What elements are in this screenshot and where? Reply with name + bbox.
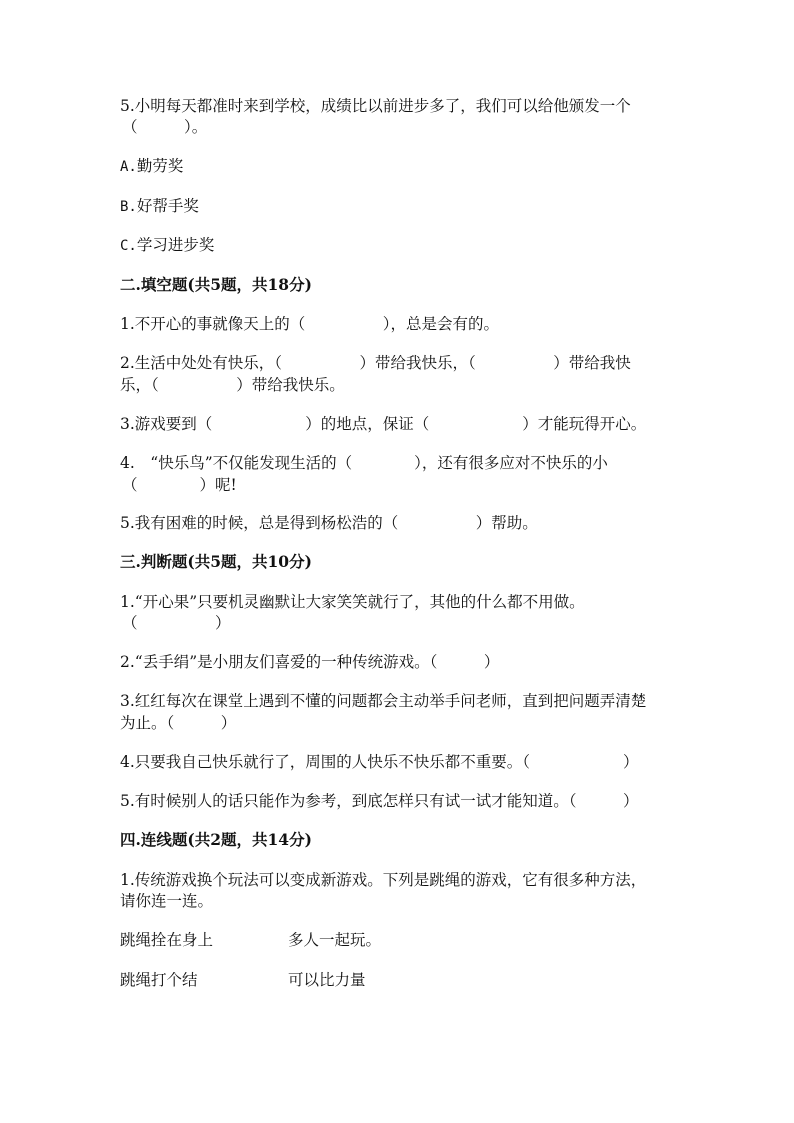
option-c-prefix: C. [120,238,137,254]
judge-q3-line1: 3.红红每次在课堂上遇到不懂的问题都会主动举手问老师，直到把问题弄清楚 [120,692,647,710]
option-a [120,155,183,178]
section4-title: 四.连线题(共2题，共14分) [120,830,312,849]
judge-q3-line2: 为止。（ ） [120,714,237,732]
option-b-text: 好帮手奖 [136,197,199,215]
judge-q1-line1: 1.“开心果”只要机灵幽默让大家笑笑就行了，其他的什么都不用做。 [120,593,585,611]
judge-q5: 5.有时候别人的话只能作为参考，到底怎样只有试一试才能知道。（ ） [120,792,639,810]
fill-q5: 5.我有困难的时候，总是得到杨松浩的（ ）帮助。 [120,514,538,532]
option-c [120,234,214,257]
fill-q3: 3.游戏要到（ ）的地点，保证（ ）才能玩得开心。 [120,415,647,433]
option-b [120,195,199,218]
option-a-text: 勤劳奖 [136,157,184,175]
match-q1-line2: 请你连一连。 [120,892,214,910]
match-left-2: 跳绳打个结 [120,971,198,989]
section3-title: 三.判断题(共5题，共10分) [120,552,312,571]
option-b-prefix: B. [120,199,137,215]
judge-q2: 2.“丢手绢”是小朋友们喜爱的一种传统游戏。（ ） [120,653,500,671]
option-c-text: 学习进步奖 [136,236,215,254]
fill-q4-line2: （ ）呢! [122,476,237,494]
judge-q1-line2: （ ） [122,614,231,632]
match-right-2: 可以比力量 [288,971,366,989]
fill-q1: 1.不开心的事就像天上的（ ），总是会有的。 [120,315,500,333]
fill-q4-line1: 4. “快乐鸟”不仅能发现生活的（ ），还有很多应对不快乐的小 [120,454,608,472]
choice-q5-line2: （ ）。 [122,118,208,136]
judge-q4: 4.只要我自己快乐就行了，周围的人快乐不快乐都不重要。（ ） [120,753,639,771]
section2-title: 二.填空题(共5题，共18分) [120,275,312,294]
choice-q5-line1: 5.小明每天都准时来到学校，成绩比以前进步多了，我们可以给他颁发一个 [120,97,631,115]
fill-q2-line2: 乐，（ ）带给我快乐。 [120,376,345,394]
match-right-1: 多人一起玩。 [288,931,382,949]
fill-q2-line1: 2.生活中处处有快乐，（ ）带给我快乐，（ ）带给我快 [120,354,631,372]
match-left-1: 跳绳拴在身上 [120,931,214,949]
option-a-prefix: A. [120,159,137,175]
match-q1-line1: 1.传统游戏换个玩法可以变成新游戏。下列是跳绳的游戏，它有很多种方法， [120,871,647,889]
